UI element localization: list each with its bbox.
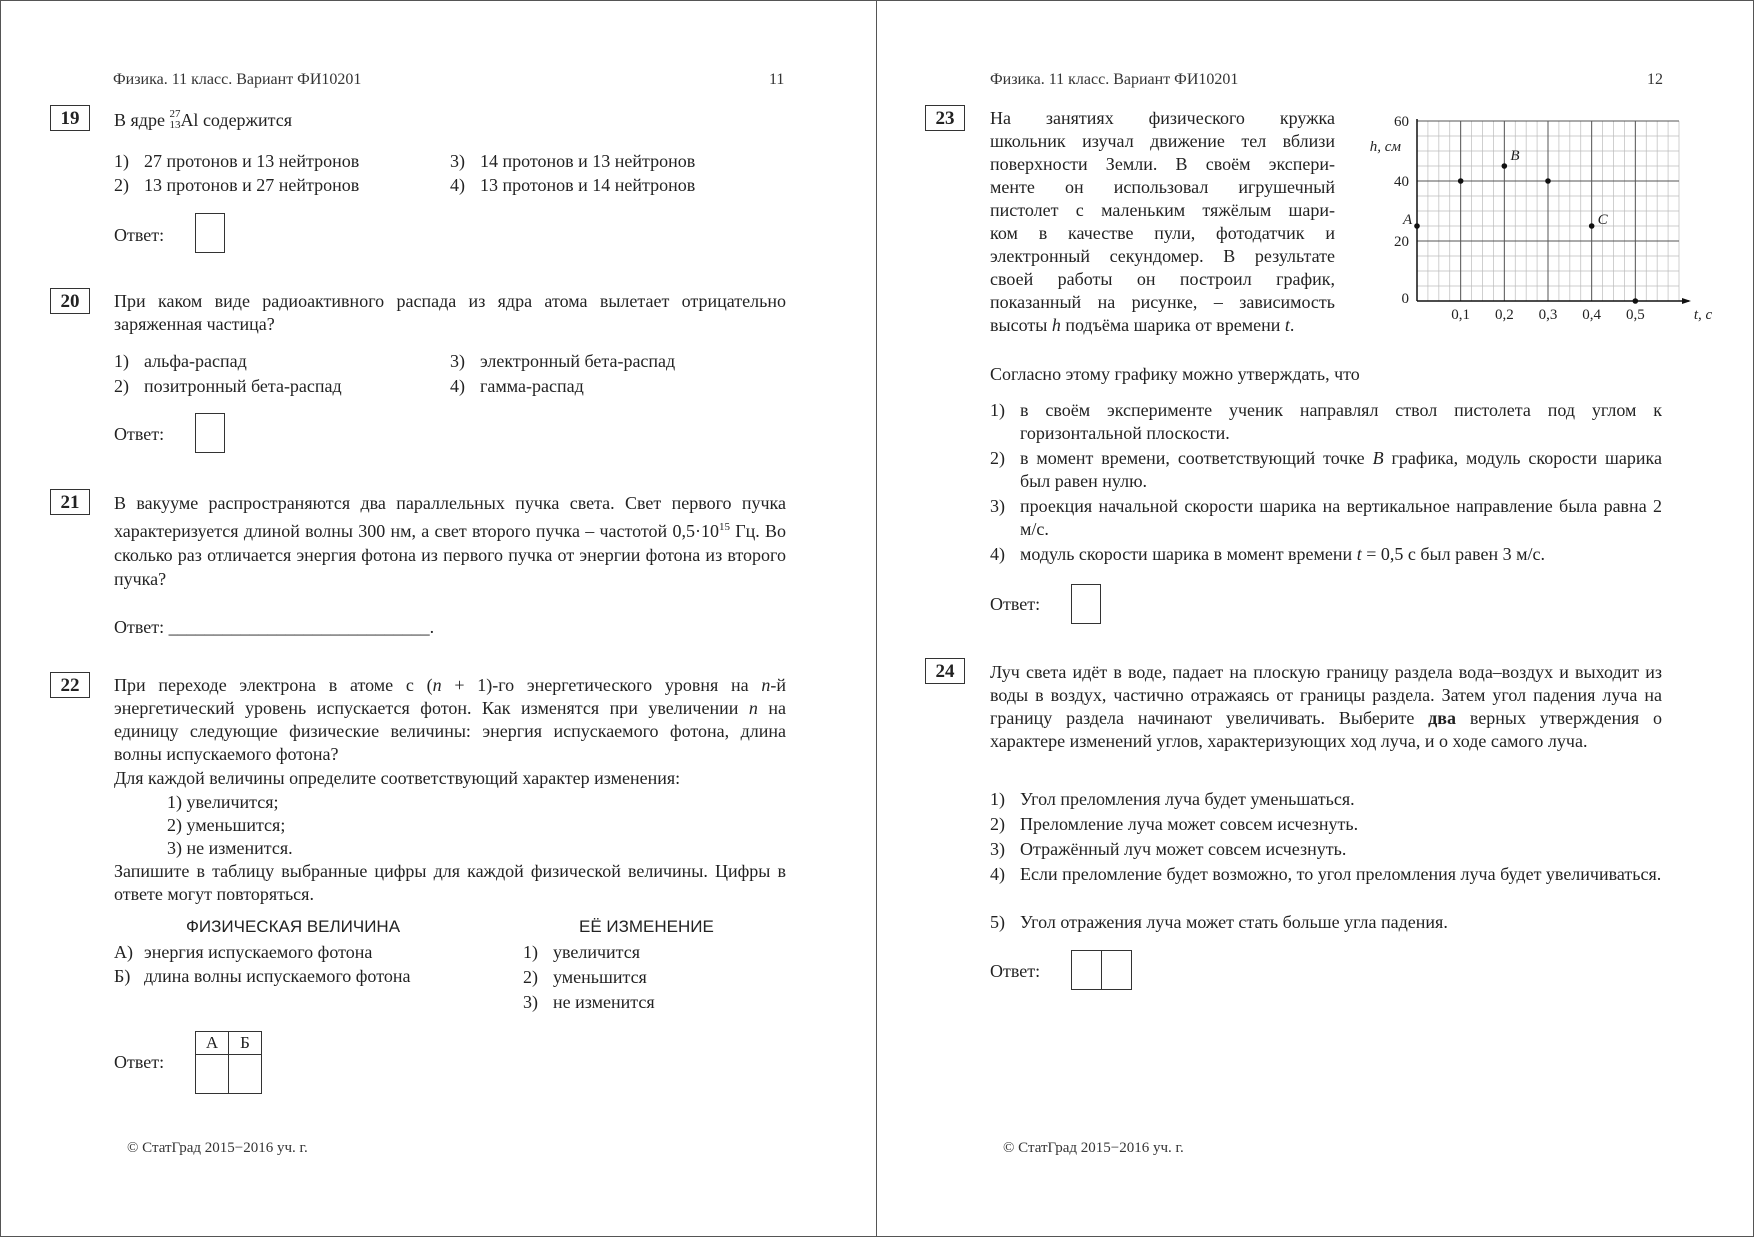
- option-text: Угол преломления луча будет уменьшаться.: [1020, 789, 1355, 809]
- text-fragment: модуль скорости шарика в момент времени: [1020, 544, 1357, 564]
- point-b-ref: B: [1372, 448, 1384, 468]
- data-point: [1545, 178, 1551, 184]
- frequency-exponent: 15: [718, 521, 730, 533]
- text-fragment: В вакууме распространяются два параллельных пучка света. Свет первого пучка характеризуется длиной волны 300 нм, а свет второго пучка – частотой: [114, 493, 786, 541]
- question-text: [114, 674, 786, 766]
- y-tick-label: 0: [1401, 291, 1409, 307]
- text-line: поверхности Земли. В своём экспери-: [990, 154, 1335, 174]
- text-fragment: .: [1289, 315, 1295, 335]
- option: [114, 375, 342, 398]
- text-line: своей работы он построил график,: [990, 269, 1335, 289]
- x-tick-label: 0,1: [1451, 307, 1471, 323]
- text-fragment: в момент времени, соответствующий точке: [1020, 448, 1373, 468]
- option-text: Угол отражения луча может стать больше угла падения.: [1020, 912, 1448, 932]
- answer-label: Ответ:: [114, 424, 165, 444]
- change-option: 2) уменьшится;: [167, 815, 286, 835]
- quantity-item: [114, 965, 410, 988]
- x-axis-label: t, с: [1693, 307, 1713, 323]
- option-number: 2): [990, 448, 1005, 468]
- text-fragment: содержится: [202, 110, 292, 130]
- text-fragment: Луч света идёт в воде, падает на плоскую границу раздела вода–воздух и выходит из воды в воздух, частично отражаясь от границы раздела. Затем угол падения луча на границу раздела начинают увеличивать. Выберите: [990, 662, 1662, 728]
- text-line: электронный секундомер. В результате: [990, 246, 1335, 266]
- x-tick-label: 0,2: [1494, 307, 1514, 323]
- text-line: На занятиях физического кружка: [990, 108, 1335, 128]
- data-point: [1589, 223, 1595, 229]
- text-fragment: = 0,5 с был равен 3 м/с.: [1361, 544, 1545, 564]
- text-line: менте он использовал игрушечный: [990, 177, 1335, 197]
- change-number: 1): [523, 942, 538, 962]
- page-header: Физика. 11 класс. Вариант ФИ10201: [113, 71, 362, 88]
- option-number: 3): [450, 351, 465, 371]
- answer-cell-b[interactable]: [229, 1055, 262, 1094]
- option-number: 5): [990, 912, 1005, 932]
- option-text: в своём эксперименте ученик направлял ствол пистолета под углом к горизонтальной плоскости.: [1020, 400, 1662, 443]
- answer-cell-a[interactable]: [196, 1055, 229, 1094]
- element-symbol: Al: [180, 110, 199, 130]
- option-number: 1): [990, 789, 1005, 809]
- change-text: уменьшится: [553, 967, 647, 987]
- text-line: [990, 314, 1335, 337]
- option-number: 4): [990, 864, 1005, 884]
- option: [114, 350, 247, 373]
- x-axis-arrow: [1682, 298, 1691, 304]
- option-text: 27 протонов и 13 нейтронов: [144, 151, 360, 171]
- question-number: 23: [925, 105, 965, 131]
- answer-box[interactable]: [195, 213, 225, 253]
- y-tick-label: 40: [1394, 174, 1409, 190]
- variable-n: n: [761, 675, 771, 695]
- x-tick-label: 0,3: [1538, 307, 1558, 323]
- charge-number: 13: [169, 118, 181, 131]
- question-number: 20: [50, 288, 90, 314]
- change-item: [523, 966, 647, 989]
- footer-copyright: © СтатГрад 2015−2016 уч. г.: [1003, 1140, 1184, 1156]
- quantity-text: энергия испускаемого фотона: [144, 942, 373, 962]
- table-header-b: Б: [229, 1032, 262, 1055]
- option-text: 13 протонов и 14 нейтронов: [480, 175, 696, 195]
- option-number: 4): [990, 544, 1005, 564]
- option-number: 3): [990, 839, 1005, 859]
- question-text: [990, 107, 1335, 337]
- column-header: ФИЗИЧЕСКАЯ ВЕЛИЧИНА: [186, 917, 401, 936]
- option-text: позитронный бета-распад: [144, 376, 342, 396]
- option: [450, 375, 584, 398]
- text-fragment: + 1)-го энергетического уровня на: [441, 675, 762, 695]
- answer-box-2[interactable]: [1101, 950, 1132, 990]
- page-number: 12: [1647, 71, 1663, 88]
- option-text: Если преломление будет возможно, то угол преломления луча будет увеличиваться.: [1020, 864, 1662, 884]
- answer-field[interactable]: _____________________________.: [168, 617, 435, 637]
- point-label: C: [1597, 212, 1608, 228]
- point-label: A: [1403, 212, 1413, 228]
- change-text: не изменится: [553, 992, 655, 1012]
- variable-t: t: [1356, 544, 1362, 564]
- option-number: 4): [450, 175, 465, 195]
- right-page: [876, 0, 1754, 1237]
- option: [990, 495, 1662, 541]
- text-fragment: на единицу следующие физические величины: энергия испускаемого фотона, длина волны испускаемого фотона?: [114, 698, 786, 764]
- y-tick-label: 20: [1394, 234, 1409, 250]
- option-text: электронный бета-распад: [480, 351, 676, 371]
- isotope-numbers: [169, 109, 180, 131]
- change-option: 3) не изменится.: [167, 838, 293, 858]
- statement-text: Согласно этому графику можно утверждать, что: [990, 364, 1360, 384]
- option: [990, 863, 1662, 909]
- x-tick-label: 0,4: [1582, 307, 1602, 323]
- change-item: [523, 991, 655, 1014]
- option: [114, 150, 359, 173]
- table-header-a: А: [196, 1032, 229, 1055]
- left-page: [0, 0, 877, 1237]
- quantity-letter: Б): [114, 966, 131, 986]
- option-text: гамма-распад: [480, 376, 584, 396]
- question-text: [990, 661, 1662, 753]
- option: [990, 788, 1662, 811]
- question-text: При каком виде радиоактивного распада из ядра атома вылетает отрицательно заряженная частица?: [114, 291, 786, 334]
- answer-label: [114, 617, 434, 638]
- change-number: 3): [523, 992, 538, 1012]
- text-line: школьник изучал движение тел вблизи: [990, 131, 1335, 151]
- text-fragment: Гц. Во сколько раз отличается энергия фотона из первого пучка от энергии фотона из второго пучка?: [114, 521, 787, 589]
- option: [450, 350, 675, 373]
- option-number: 1): [990, 400, 1005, 420]
- option-text: Отражённый луч может совсем исчезнуть.: [1020, 839, 1347, 859]
- question-text: [114, 491, 786, 591]
- data-point: [1502, 163, 1508, 169]
- option-text: альфа-распад: [144, 351, 247, 371]
- question-number: 24: [925, 658, 965, 684]
- option-text: [1020, 543, 1662, 566]
- frequency-value: 0,5·10: [672, 521, 719, 541]
- option: [450, 174, 695, 197]
- y-tick-label: 60: [1394, 114, 1409, 130]
- text-fragment: При переходе электрона в атоме с (: [114, 675, 433, 695]
- data-point: [1414, 223, 1420, 229]
- text-fragment: графика, модуль скорости шарика был равен нулю.: [1020, 448, 1662, 491]
- variable-n: n: [748, 698, 758, 718]
- option-text: 14 протонов и 13 нейтронов: [480, 151, 696, 171]
- option-text: 13 протонов и 27 нейтронов: [144, 175, 360, 195]
- column-header: ЕЁ ИЗМЕНЕНИЕ: [579, 917, 714, 936]
- quantity-text: длина волны испускаемого фотона: [144, 966, 411, 986]
- option-text: [1020, 447, 1662, 493]
- change-number: 2): [523, 967, 538, 987]
- option-number: 4): [450, 376, 465, 396]
- data-point: [1458, 178, 1464, 184]
- emphasis-word: два: [1428, 708, 1456, 728]
- option: [990, 447, 1662, 493]
- y-axis-label: h, см: [1369, 139, 1401, 155]
- option: [114, 174, 359, 197]
- text-fragment: высоты: [990, 315, 1052, 335]
- page-number: 11: [769, 71, 785, 88]
- text-fragment: верных утверждения о характере изменений углов, характеризующих ход луча, и о ходе самого луча.: [990, 708, 1662, 751]
- option: [990, 838, 1662, 861]
- question-text: [114, 109, 292, 133]
- data-point: [1633, 298, 1639, 304]
- variable-h: h: [1051, 315, 1061, 335]
- change-item: [523, 941, 640, 964]
- question-number: 22: [50, 672, 90, 698]
- text-fragment: -й энергетический уровень испускается фотон. Как изменятся при увеличении: [114, 675, 786, 718]
- answer-label: Ответ:: [990, 594, 1041, 614]
- answer-label: Ответ:: [114, 1052, 165, 1072]
- option: [990, 399, 1662, 445]
- answer-box[interactable]: [195, 413, 225, 453]
- variable-t: t: [1284, 315, 1290, 335]
- text-line: ком в качестве пули, фотодатчик и: [990, 223, 1335, 243]
- question-number: 21: [50, 489, 90, 515]
- text-fragment: подъёма шарика от времени: [1060, 315, 1285, 335]
- text-line: показанный на рисунке, – зависимость: [990, 292, 1335, 312]
- option-number: 1): [114, 151, 129, 171]
- option-number: 2): [990, 814, 1005, 834]
- option-text: Преломление луча может совсем исчезнуть.: [1020, 814, 1359, 834]
- mass-number: 27: [169, 107, 181, 120]
- quantity-letter: А): [114, 942, 133, 962]
- point-label: B: [1510, 148, 1520, 164]
- option-number: 3): [450, 151, 465, 171]
- option: [990, 813, 1662, 836]
- x-tick-label: 0,5: [1625, 307, 1645, 323]
- answer-table: [195, 1031, 262, 1094]
- option-text: проекция начальной скорости шарика на вертикальное направление была равна 2 м/с.: [1020, 496, 1662, 539]
- quantity-item: [114, 941, 372, 964]
- answer-box[interactable]: [1071, 584, 1101, 624]
- answer-label: Ответ:: [114, 225, 165, 245]
- option: [990, 911, 1662, 934]
- question-number: 19: [50, 105, 90, 131]
- page-header: Физика. 11 класс. Вариант ФИ10201: [990, 71, 1239, 88]
- answer-label: Ответ:: [990, 961, 1041, 981]
- write-note: Запишите в таблицу выбранные цифры для каждой физической величины. Цифры в ответе могут повторяться.: [114, 861, 786, 904]
- option-number: 3): [990, 496, 1005, 516]
- option: [990, 543, 1662, 566]
- answer-box-1[interactable]: [1071, 950, 1102, 990]
- height-time-chart: [1347, 101, 1747, 331]
- footer-copyright: © СтатГрад 2015−2016 уч. г.: [127, 1140, 308, 1156]
- answer-label-text: Ответ:: [114, 617, 165, 637]
- option-number: 2): [114, 376, 129, 396]
- option-number: 1): [114, 351, 129, 371]
- change-option: 1) увеличится;: [167, 792, 279, 812]
- option: [450, 150, 695, 173]
- variable-n: n: [432, 675, 442, 695]
- text-fragment: В ядре: [114, 110, 165, 130]
- option-number: 2): [114, 175, 129, 195]
- instruction-text: Для каждой величины определите соответствующий характер изменения:: [114, 768, 681, 788]
- change-text: увеличится: [553, 942, 641, 962]
- text-line: пистолет с маленьким тяжёлым шари-: [990, 200, 1335, 220]
